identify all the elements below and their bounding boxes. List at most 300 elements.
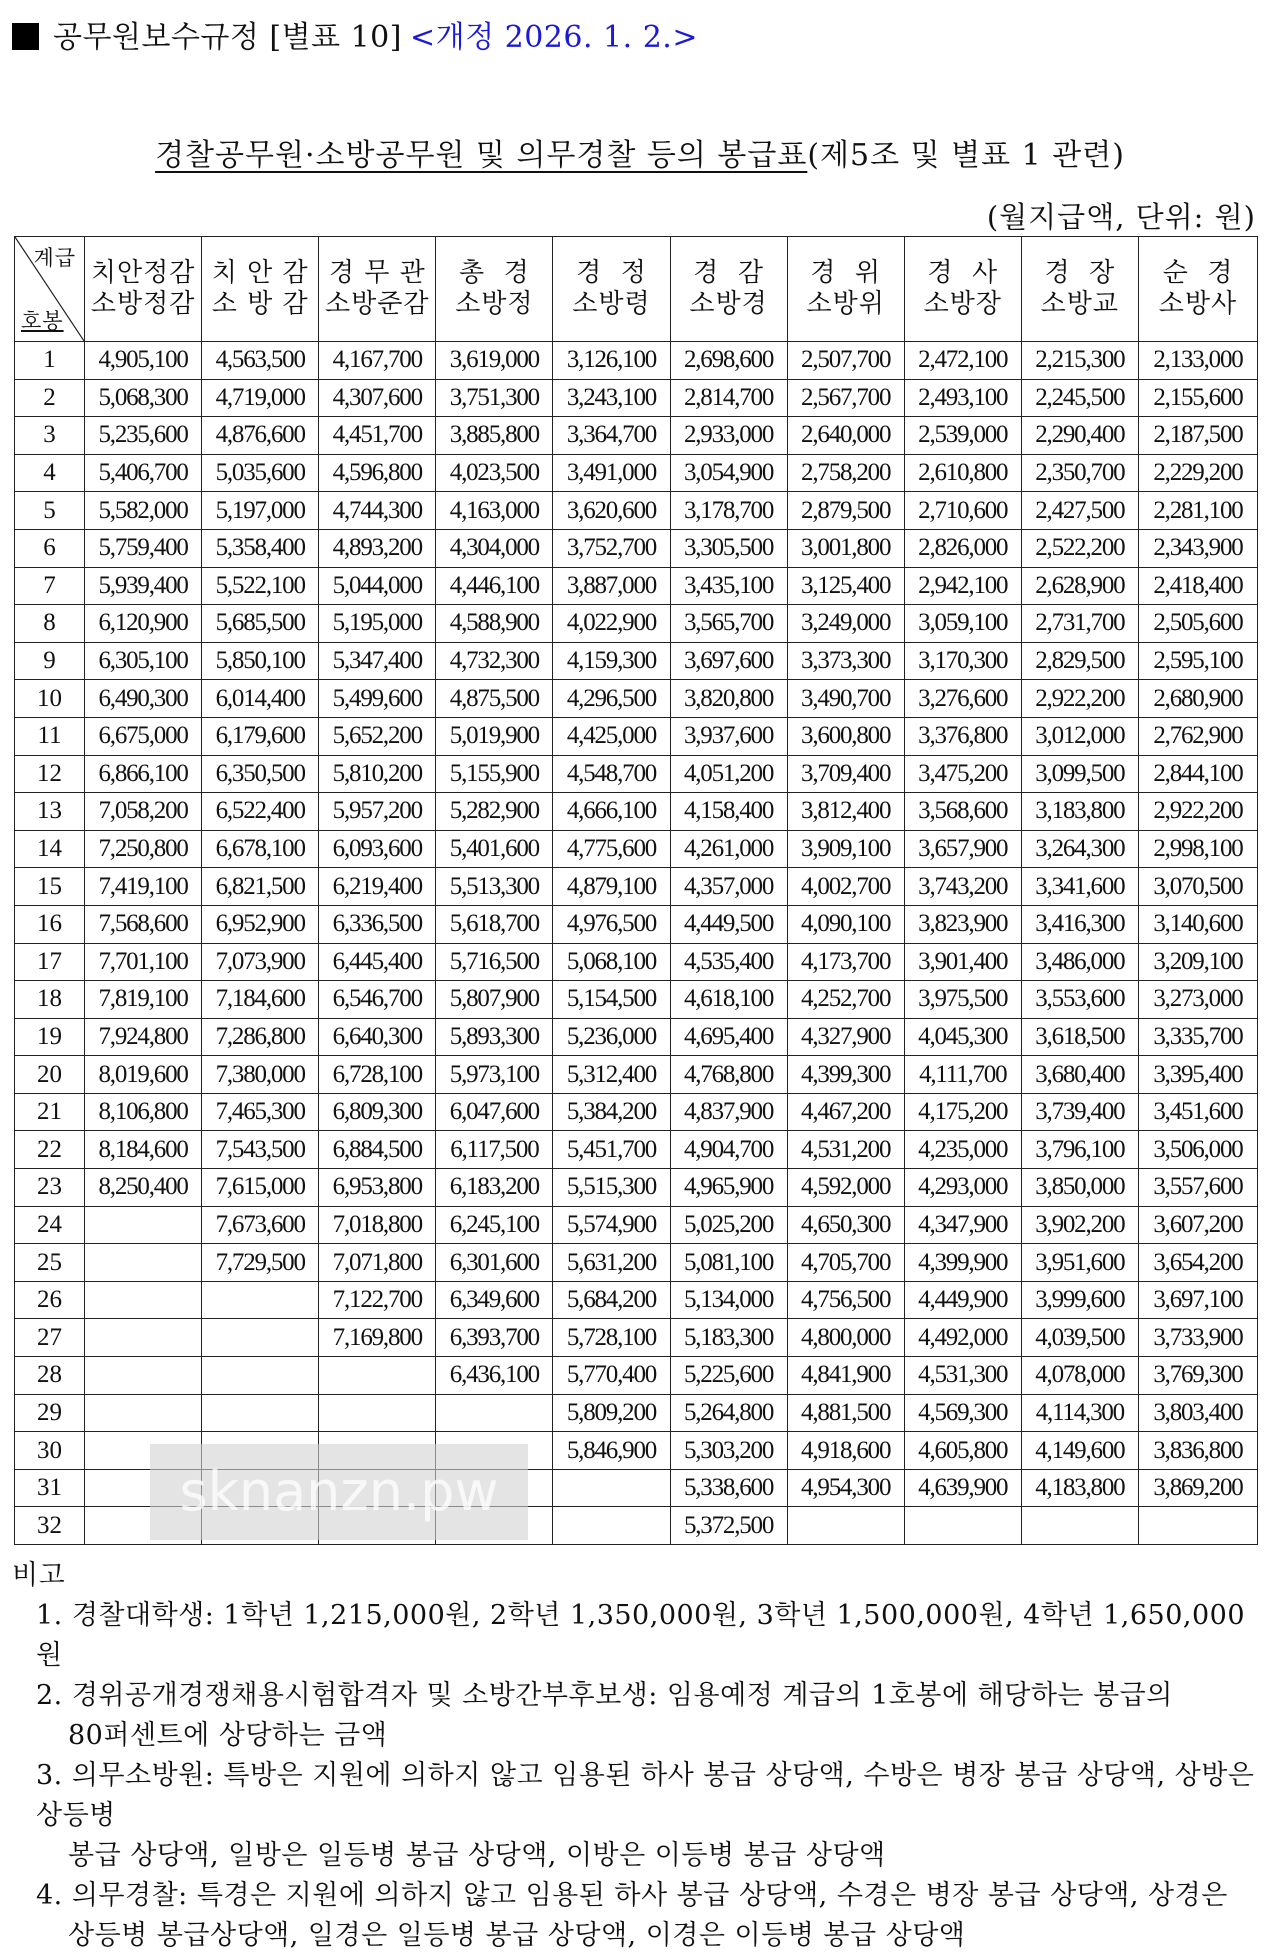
- salary-cell: 5,197,000: [202, 492, 319, 530]
- fire-rank: 소방령: [572, 289, 651, 319]
- grade-column-header: [1021, 237, 1138, 342]
- step-cell: 31: [15, 1469, 85, 1507]
- salary-cell: 5,574,900: [553, 1206, 670, 1244]
- salary-cell: 8,250,400: [85, 1169, 202, 1207]
- salary-cell: 5,384,200: [553, 1093, 670, 1131]
- salary-cell: 3,012,000: [1021, 717, 1138, 755]
- step-cell: 6: [15, 529, 85, 567]
- salary-cell: 3,937,600: [670, 717, 787, 755]
- salary-cell: 3,054,900: [670, 454, 787, 492]
- table-row: [15, 379, 1258, 417]
- salary-cell: 2,610,800: [904, 454, 1021, 492]
- unit-note: (월지급액, 단위: 원): [986, 200, 1256, 234]
- salary-cell: [436, 1507, 553, 1545]
- step-cell: 20: [15, 1056, 85, 1094]
- salary-cell: 7,071,800: [319, 1244, 436, 1282]
- table-row: [15, 830, 1258, 868]
- salary-cell: 3,618,500: [1021, 1018, 1138, 1056]
- corner-header: [15, 237, 85, 342]
- police-rank: 경 감: [693, 258, 764, 288]
- salary-cell: 3,869,200: [1138, 1469, 1257, 1507]
- salary-cell: 4,252,700: [787, 981, 904, 1019]
- salary-cell: 7,419,100: [85, 868, 202, 906]
- salary-cell: 3,887,000: [553, 567, 670, 605]
- salary-cell: 6,675,000: [85, 717, 202, 755]
- salary-cell: 4,965,900: [670, 1169, 787, 1207]
- salary-cell: 2,493,100: [904, 379, 1021, 417]
- salary-cell: 4,158,400: [670, 793, 787, 831]
- salary-cell: 2,539,000: [904, 417, 1021, 455]
- salary-cell: 3,209,100: [1138, 943, 1257, 981]
- header-row: [15, 237, 1258, 342]
- salary-cell: 2,922,200: [1021, 680, 1138, 718]
- salary-cell: 5,684,200: [553, 1281, 670, 1319]
- salary-cell: 3,709,400: [787, 755, 904, 793]
- step-cell: 15: [15, 868, 85, 906]
- salary-cell: [436, 1469, 553, 1507]
- salary-cell: 3,751,300: [436, 379, 553, 417]
- salary-cell: 6,179,600: [202, 717, 319, 755]
- remarks-section: [12, 1556, 1262, 1956]
- salary-cell: 5,618,700: [436, 905, 553, 943]
- step-cell: 17: [15, 943, 85, 981]
- step-cell: 2: [15, 379, 85, 417]
- salary-cell: 4,904,700: [670, 1131, 787, 1169]
- page-title: [0, 136, 1280, 176]
- step-cell: 32: [15, 1507, 85, 1545]
- salary-cell: 6,640,300: [319, 1018, 436, 1056]
- step-cell: 27: [15, 1319, 85, 1357]
- salary-cell: 4,535,400: [670, 943, 787, 981]
- salary-cell: 5,347,400: [319, 642, 436, 680]
- salary-cell: 4,173,700: [787, 943, 904, 981]
- table-row: [15, 1357, 1258, 1395]
- table-row: [15, 943, 1258, 981]
- salary-cell: 4,293,000: [904, 1169, 1021, 1207]
- salary-cell: 3,823,900: [904, 905, 1021, 943]
- salary-cell: 3,475,200: [904, 755, 1021, 793]
- salary-cell: 6,350,500: [202, 755, 319, 793]
- salary-cell: 5,515,300: [553, 1169, 670, 1207]
- salary-cell: 3,607,200: [1138, 1206, 1257, 1244]
- step-cell: 14: [15, 830, 85, 868]
- salary-cell: 2,844,100: [1138, 755, 1257, 793]
- salary-cell: 4,775,600: [553, 830, 670, 868]
- table-row: [15, 1018, 1258, 1056]
- salary-cell: 4,531,300: [904, 1357, 1021, 1395]
- salary-cell: 7,169,800: [319, 1319, 436, 1357]
- salary-cell: 3,001,800: [787, 529, 904, 567]
- salary-cell: 3,680,400: [1021, 1056, 1138, 1094]
- salary-cell: 5,770,400: [553, 1357, 670, 1395]
- salary-cell: 4,347,900: [904, 1206, 1021, 1244]
- salary-cell: 3,697,600: [670, 642, 787, 680]
- salary-cell: 3,335,700: [1138, 1018, 1257, 1056]
- salary-cell: 2,427,500: [1021, 492, 1138, 530]
- salary-cell: 4,732,300: [436, 642, 553, 680]
- salary-cell: 5,225,600: [670, 1357, 787, 1395]
- salary-cell: 4,976,500: [553, 905, 670, 943]
- salary-cell: 2,290,400: [1021, 417, 1138, 455]
- table-row: [15, 1319, 1258, 1357]
- salary-cell: 4,111,700: [904, 1056, 1021, 1094]
- salary-cell: 2,829,500: [1021, 642, 1138, 680]
- step-cell: 12: [15, 755, 85, 793]
- salary-cell: 2,879,500: [787, 492, 904, 530]
- salary-cell: 3,553,600: [1021, 981, 1138, 1019]
- salary-cell: 3,850,000: [1021, 1169, 1138, 1207]
- salary-cell: 4,023,500: [436, 454, 553, 492]
- salary-cell: 3,506,000: [1138, 1131, 1257, 1169]
- salary-cell: 2,215,300: [1021, 342, 1138, 380]
- salary-cell: 5,358,400: [202, 529, 319, 567]
- remark-text: 3. 의무소방원: 특방은 지원에 의하지 않고 임용된 하사 봉급 상당액, 수방은 병장 봉급 상당액, 상방은 상등병: [36, 1760, 1255, 1831]
- watermark: sknanzn.pw: [150, 1444, 528, 1540]
- salary-cell: 7,819,100: [85, 981, 202, 1019]
- step-axis-label: 호봉: [21, 309, 64, 333]
- step-cell: 16: [15, 905, 85, 943]
- salary-cell: [202, 1319, 319, 1357]
- salary-cell: 3,836,800: [1138, 1432, 1257, 1470]
- salary-cell: 2,758,200: [787, 454, 904, 492]
- table-row: [15, 642, 1258, 680]
- salary-cell: [319, 1357, 436, 1395]
- salary-cell: 6,809,300: [319, 1093, 436, 1131]
- salary-cell: 5,035,600: [202, 454, 319, 492]
- salary-cell: 5,807,900: [436, 981, 553, 1019]
- salary-cell: 3,769,300: [1138, 1357, 1257, 1395]
- salary-cell: 2,933,000: [670, 417, 787, 455]
- salary-cell: 4,149,600: [1021, 1432, 1138, 1470]
- salary-cell: 4,261,000: [670, 830, 787, 868]
- salary-cell: 7,729,500: [202, 1244, 319, 1282]
- salary-cell: [1138, 1507, 1257, 1545]
- grade-column-header: [670, 237, 787, 342]
- salary-cell: 4,800,000: [787, 1319, 904, 1357]
- salary-cell: 4,425,000: [553, 717, 670, 755]
- salary-cell: [85, 1357, 202, 1395]
- salary-cell: 3,657,900: [904, 830, 1021, 868]
- step-cell: 21: [15, 1093, 85, 1131]
- square-bullet-icon: [12, 23, 39, 50]
- salary-cell: 6,678,100: [202, 830, 319, 868]
- regulation-heading: [12, 18, 698, 58]
- salary-table-body: [15, 342, 1258, 1545]
- salary-cell: 8,184,600: [85, 1131, 202, 1169]
- salary-cell: [85, 1469, 202, 1507]
- salary-cell: 7,615,000: [202, 1169, 319, 1207]
- salary-cell: 3,619,000: [436, 342, 553, 380]
- salary-cell: 3,276,600: [904, 680, 1021, 718]
- salary-cell: 2,343,900: [1138, 529, 1257, 567]
- table-row: [15, 1206, 1258, 1244]
- salary-cell: 4,296,500: [553, 680, 670, 718]
- salary-cell: 3,341,600: [1021, 868, 1138, 906]
- salary-cell: 2,731,700: [1021, 605, 1138, 643]
- table-row: [15, 1432, 1258, 1470]
- step-cell: 25: [15, 1244, 85, 1282]
- remark-continuation: 봉급 상당액, 일방은 일등병 봉급 상당액, 이방은 이등병 봉급 상당액: [68, 1840, 886, 1871]
- police-rank: 경 사: [927, 258, 999, 288]
- salary-cell: [904, 1507, 1021, 1545]
- remarks-label: 비고: [12, 1560, 66, 1591]
- salary-cell: 5,939,400: [85, 567, 202, 605]
- salary-cell: [319, 1394, 436, 1432]
- police-rank: 경 위: [810, 258, 882, 288]
- salary-cell: 4,399,300: [787, 1056, 904, 1094]
- table-row: [15, 981, 1258, 1019]
- salary-cell: 4,531,200: [787, 1131, 904, 1169]
- salary-cell: 3,600,800: [787, 717, 904, 755]
- salary-cell: 2,418,400: [1138, 567, 1257, 605]
- salary-cell: 3,178,700: [670, 492, 787, 530]
- salary-cell: 6,821,500: [202, 868, 319, 906]
- salary-cell: 4,918,600: [787, 1432, 904, 1470]
- salary-cell: 5,809,200: [553, 1394, 670, 1432]
- salary-cell: 4,666,100: [553, 793, 670, 831]
- salary-cell: 4,744,300: [319, 492, 436, 530]
- salary-cell: 5,850,100: [202, 642, 319, 680]
- salary-cell: 4,592,000: [787, 1169, 904, 1207]
- salary-cell: [85, 1432, 202, 1470]
- fire-rank: 소방사: [1158, 289, 1238, 319]
- salary-cell: 7,122,700: [319, 1281, 436, 1319]
- salary-cell: 4,905,100: [85, 342, 202, 380]
- salary-cell: 2,155,600: [1138, 379, 1257, 417]
- salary-cell: 3,395,400: [1138, 1056, 1257, 1094]
- fire-rank: 소방위: [806, 289, 885, 319]
- police-rank: 총 경: [458, 258, 530, 288]
- fire-rank: 소방경: [689, 289, 768, 319]
- salary-cell: 3,812,400: [787, 793, 904, 831]
- salary-cell: 5,312,400: [553, 1056, 670, 1094]
- salary-cell: [319, 1469, 436, 1507]
- salary-cell: 4,618,100: [670, 981, 787, 1019]
- salary-cell: 8,106,800: [85, 1093, 202, 1131]
- table-row: [15, 1244, 1258, 1282]
- salary-cell: 4,492,000: [904, 1319, 1021, 1357]
- salary-cell: 5,025,200: [670, 1206, 787, 1244]
- grade-column-header: [202, 237, 319, 342]
- salary-cell: 3,070,500: [1138, 868, 1257, 906]
- salary-cell: 3,099,500: [1021, 755, 1138, 793]
- salary-cell: [553, 1469, 670, 1507]
- salary-cell: 6,120,900: [85, 605, 202, 643]
- police-rank: 경 무 관: [328, 258, 426, 288]
- salary-cell: 3,126,100: [553, 342, 670, 380]
- salary-cell: [319, 1507, 436, 1545]
- salary-cell: 3,264,300: [1021, 830, 1138, 868]
- salary-cell: 6,546,700: [319, 981, 436, 1019]
- salary-cell: 4,451,700: [319, 417, 436, 455]
- salary-cell: 3,820,800: [670, 680, 787, 718]
- grade-column-header: [436, 237, 553, 342]
- salary-cell: 6,301,600: [436, 1244, 553, 1282]
- salary-cell: [436, 1394, 553, 1432]
- salary-cell: 5,716,500: [436, 943, 553, 981]
- salary-cell: 4,449,900: [904, 1281, 1021, 1319]
- table-row: [15, 793, 1258, 831]
- salary-cell: 5,282,900: [436, 793, 553, 831]
- salary-cell: 2,187,500: [1138, 417, 1257, 455]
- salary-cell: 6,522,400: [202, 793, 319, 831]
- salary-cell: 7,380,000: [202, 1056, 319, 1094]
- salary-cell: [202, 1357, 319, 1395]
- salary-cell: 2,567,700: [787, 379, 904, 417]
- salary-cell: 2,505,600: [1138, 605, 1257, 643]
- salary-cell: 2,522,200: [1021, 529, 1138, 567]
- salary-cell: 3,975,500: [904, 981, 1021, 1019]
- table-row: [15, 1281, 1258, 1319]
- salary-cell: 7,701,100: [85, 943, 202, 981]
- salary-cell: 6,093,600: [319, 830, 436, 868]
- salary-cell: 2,229,200: [1138, 454, 1257, 492]
- remarks-list: [12, 1596, 1262, 1956]
- salary-cell: 4,879,100: [553, 868, 670, 906]
- table-row: [15, 1131, 1258, 1169]
- table-row: [15, 1507, 1258, 1545]
- salary-cell: 4,569,300: [904, 1394, 1021, 1432]
- salary-cell: 5,303,200: [670, 1432, 787, 1470]
- table-row: [15, 1056, 1258, 1094]
- step-cell: 28: [15, 1357, 85, 1395]
- salary-cell: 7,184,600: [202, 981, 319, 1019]
- salary-cell: 6,952,900: [202, 905, 319, 943]
- salary-cell: 6,117,500: [436, 1131, 553, 1169]
- revision-date: <개정 2026. 1. 2.>: [409, 20, 698, 55]
- salary-cell: [85, 1394, 202, 1432]
- salary-cell: 4,022,900: [553, 605, 670, 643]
- salary-cell: 4,875,500: [436, 680, 553, 718]
- grade-column-header: [787, 237, 904, 342]
- salary-cell: 4,159,300: [553, 642, 670, 680]
- salary-cell: 3,803,400: [1138, 1394, 1257, 1432]
- salary-cell: 5,264,800: [670, 1394, 787, 1432]
- step-cell: 29: [15, 1394, 85, 1432]
- salary-cell: 5,810,200: [319, 755, 436, 793]
- salary-cell: 2,595,100: [1138, 642, 1257, 680]
- salary-cell: 6,219,400: [319, 868, 436, 906]
- salary-cell: 3,376,800: [904, 717, 1021, 755]
- salary-cell: [1021, 1507, 1138, 1545]
- salary-cell: 2,998,100: [1138, 830, 1257, 868]
- police-rank: 경 정: [576, 258, 647, 288]
- salary-cell: 3,451,600: [1138, 1093, 1257, 1131]
- salary-cell: 6,953,800: [319, 1169, 436, 1207]
- salary-cell: [202, 1469, 319, 1507]
- regulation-name: 공무원보수규정 [별표 10]: [53, 20, 402, 55]
- salary-cell: 6,183,200: [436, 1169, 553, 1207]
- salary-cell: 5,728,100: [553, 1319, 670, 1357]
- salary-cell: 6,349,600: [436, 1281, 553, 1319]
- salary-cell: 4,449,500: [670, 905, 787, 943]
- salary-cell: 4,090,100: [787, 905, 904, 943]
- salary-cell: 3,243,100: [553, 379, 670, 417]
- salary-cell: 6,014,400: [202, 680, 319, 718]
- table-row: [15, 529, 1258, 567]
- step-cell: 26: [15, 1281, 85, 1319]
- fire-rank: 소방장: [923, 289, 1002, 319]
- salary-cell: 2,507,700: [787, 342, 904, 380]
- table-row: [15, 905, 1258, 943]
- salary-cell: 5,195,000: [319, 605, 436, 643]
- salary-cell: 3,565,700: [670, 605, 787, 643]
- salary-cell: 4,588,900: [436, 605, 553, 643]
- salary-cell: 3,557,600: [1138, 1169, 1257, 1207]
- grade-column-header: [85, 237, 202, 342]
- police-rank: 순 경: [1162, 258, 1234, 288]
- salary-cell: 4,357,000: [670, 868, 787, 906]
- salary-cell: 6,884,500: [319, 1131, 436, 1169]
- salary-cell: 2,640,000: [787, 417, 904, 455]
- grade-column-header: [904, 237, 1021, 342]
- remark-item: [12, 1676, 1262, 1756]
- salary-cell: [85, 1319, 202, 1357]
- salary-cell: [319, 1432, 436, 1470]
- step-cell: 5: [15, 492, 85, 530]
- remark-continuation: 상등병 봉급상당액, 일경은 일등병 봉급 상당액, 이경은 이등병 봉급 상당액: [68, 1920, 966, 1951]
- table-row: [15, 342, 1258, 380]
- table-row: [15, 755, 1258, 793]
- salary-cell: 6,047,600: [436, 1093, 553, 1131]
- fire-rank: 소방정: [455, 289, 534, 319]
- step-cell: 18: [15, 981, 85, 1019]
- fire-rank: 소방교: [1040, 289, 1120, 319]
- table-row: [15, 567, 1258, 605]
- salary-cell: 2,281,100: [1138, 492, 1257, 530]
- grade-axis-label: 계급: [33, 246, 77, 270]
- salary-cell: 7,673,600: [202, 1206, 319, 1244]
- salary-cell: 6,393,700: [436, 1319, 553, 1357]
- salary-cell: 5,973,100: [436, 1056, 553, 1094]
- salary-cell: 4,163,000: [436, 492, 553, 530]
- salary-cell: 2,922,200: [1138, 793, 1257, 831]
- salary-cell: 4,876,600: [202, 417, 319, 455]
- salary-cell: 2,133,000: [1138, 342, 1257, 380]
- salary-cell: 4,167,700: [319, 342, 436, 380]
- salary-cell: 3,249,000: [787, 605, 904, 643]
- salary-cell: [85, 1281, 202, 1319]
- salary-cell: 5,155,900: [436, 755, 553, 793]
- salary-cell: 5,499,600: [319, 680, 436, 718]
- step-cell: 7: [15, 567, 85, 605]
- step-cell: 1: [15, 342, 85, 380]
- remark-text: 4. 의무경찰: 특경은 지원에 의하지 않고 임용된 하사 봉급 상당액, 수경은 병장 봉급 상당액, 상경은: [36, 1880, 1228, 1911]
- salary-cell: 5,893,300: [436, 1018, 553, 1056]
- fire-rank: 소방준감: [325, 289, 430, 319]
- salary-cell: 3,435,100: [670, 567, 787, 605]
- salary-cell: 7,058,200: [85, 793, 202, 831]
- salary-cell: 7,018,800: [319, 1206, 436, 1244]
- salary-cell: [202, 1281, 319, 1319]
- salary-cell: 6,305,100: [85, 642, 202, 680]
- salary-cell: [553, 1507, 670, 1545]
- salary-cell: 7,568,600: [85, 905, 202, 943]
- remark-item: [12, 1756, 1262, 1876]
- salary-cell: 2,710,600: [904, 492, 1021, 530]
- salary-cell: 4,467,200: [787, 1093, 904, 1131]
- step-cell: 10: [15, 680, 85, 718]
- step-cell: 11: [15, 717, 85, 755]
- salary-cell: [436, 1432, 553, 1470]
- step-cell: 8: [15, 605, 85, 643]
- salary-cell: 4,235,000: [904, 1131, 1021, 1169]
- salary-cell: 5,631,200: [553, 1244, 670, 1282]
- salary-cell: 7,924,800: [85, 1018, 202, 1056]
- salary-cell: 5,134,000: [670, 1281, 787, 1319]
- table-row: [15, 1093, 1258, 1131]
- table-row: [15, 605, 1258, 643]
